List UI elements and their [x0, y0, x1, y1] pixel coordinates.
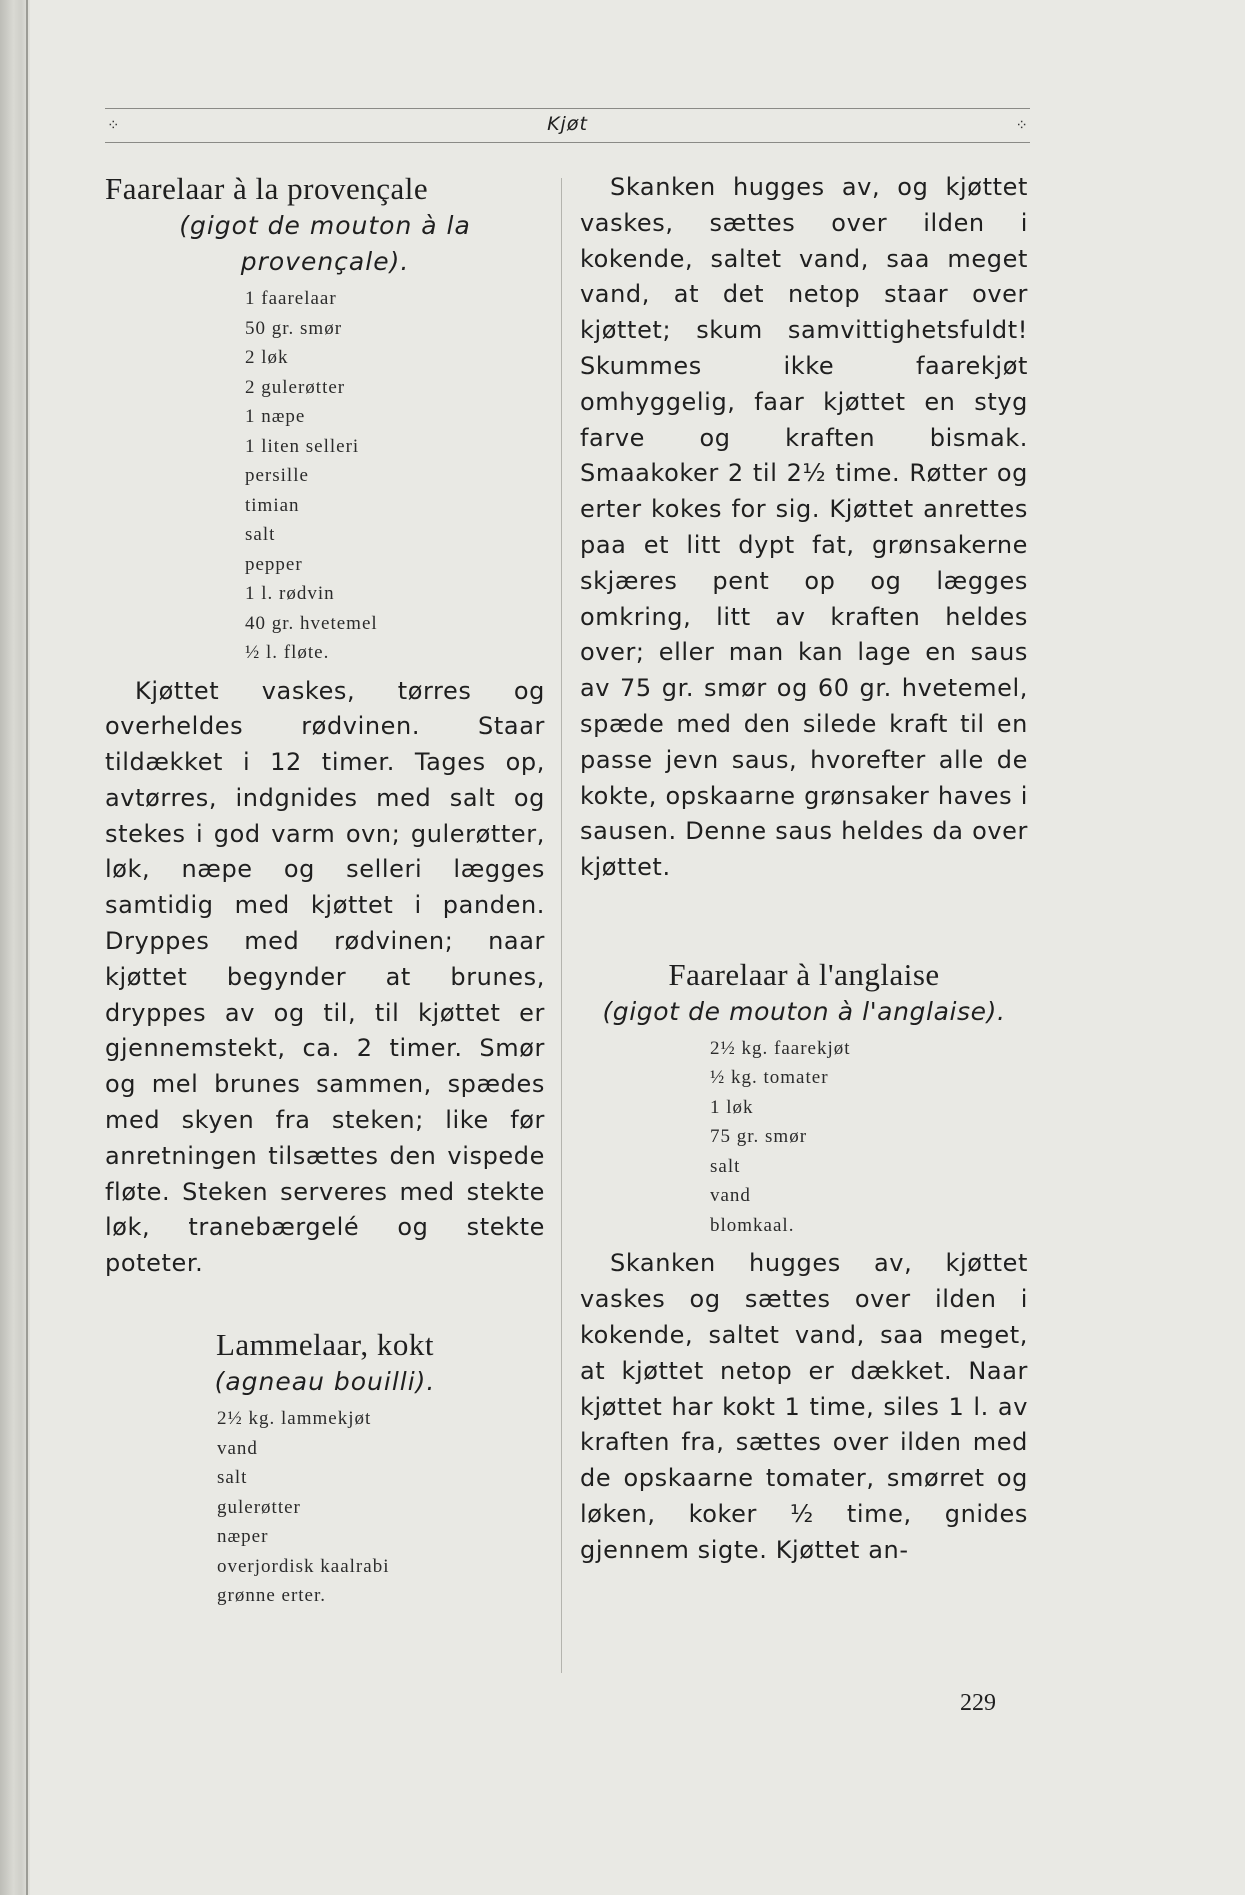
recipe-instructions: Skanken hugges av, kjøttet vaskes og sættes over ilden i kokende, saltet vand, saa meget, at kjøttet netop er dækket. Naar kjøttet har kokt 1 time, siles 1 l. av kraften fra, sættes over ilden med de opskaarne tomater, smørret og løken, koker ½ time, gnides gjennem sigte. Kjøttet an-	[580, 1249, 1028, 1564]
left-column	[105, 170, 545, 1617]
book-spine-edge	[26, 0, 28, 1895]
ingredient-item: 1 næpe	[245, 406, 306, 427]
ingredient-item: blomkaal.	[710, 1214, 795, 1236]
ingredient-item: 2½ kg. lammekjøt	[217, 1408, 372, 1430]
ingredient-item: ½ l. fløte.	[245, 642, 330, 663]
ingredient-item: gulerøtter	[217, 1496, 301, 1518]
ornament-right-icon: ⁘	[1015, 118, 1028, 134]
header-rule-top	[105, 108, 1030, 109]
recipe-title: Faarelaar à l'anglaise	[668, 956, 940, 992]
recipe-title: Faarelaar à la provençale	[105, 171, 429, 206]
column-divider	[561, 178, 562, 1673]
recipe-instructions: Kjøttet vaskes, tørres og overheldes rødvinen. Staar tildækket i 12 timer. Tages op, avtørres, indgnides med salt og stekes i god varm ovn; gulerøtter, løk, næpe og selleri lægges samtidig med kjøttet i panden. Dryppes med rødvinen; naar kjøttet begynder at brunes, dryppes av og til, til kjøttet er gjennemstekt, ca. 2 timer. Smør og mel brunes sammen, spædes med skyen fra steken; like før anretningen tilsættes den vispede fløte. Steken serveres med stekte løk, tranebærgelé og stekte poteter.	[105, 676, 545, 1278]
recipe-instructions: Skanken hugges av, og kjøttet vaskes, sættes over ilden i kokende, saltet vand, saa meget vand, at det netop staar over kjøttet; skum samvittighetsfuldt! Skummes ikke faarekjøt omhyggelig, faar kjøttet en styg farve og kraften bismak. Smaakoker 2 til 2½ time. Røtter og erter kokes for sig. Kjøttet anrettes paa et litt dypt fat, grønsakerne skjæres pent op og lægges omkring, litt av kraften heldes over; eller man kan lage en saus av 75 gr. smør og 60 gr. hvetemel, spæde med den silede kraft til en passe jevn saus, hvorefter alle de kokte, opskaarne grønsaker haves i sausen. Denne saus heldes da over kjøttet.	[580, 173, 1028, 882]
ingredient-list	[217, 1404, 545, 1611]
ingredient-item: salt	[710, 1155, 741, 1177]
page-number: 229	[960, 1690, 996, 1716]
header-rule-bottom	[105, 142, 1030, 143]
ingredient-item: 2 løk	[245, 347, 289, 368]
header-title: Kjøt	[547, 113, 588, 135]
ingredient-item: salt	[245, 524, 276, 545]
ingredient-item: timian	[245, 494, 300, 516]
ingredient-item: vand	[217, 1437, 258, 1459]
recipe-title: Lammelaar, kokt	[215, 1327, 434, 1363]
ingredient-item: 1 løk	[710, 1096, 754, 1118]
recipe-faarelaar-anglaise	[580, 956, 1028, 1569]
ingredient-item: pepper	[245, 553, 303, 575]
ingredient-item: 2½ kg. faarekjøt	[710, 1037, 851, 1059]
ingredient-item: vand	[710, 1185, 751, 1207]
recipe-lammelaar-kokt	[105, 1326, 545, 1611]
ingredient-item: næper	[217, 1526, 269, 1548]
ingredient-item: persille	[245, 465, 309, 486]
ingredient-item: 1 l. rødvin	[245, 583, 335, 604]
right-column	[580, 170, 1028, 1569]
ingredient-item: 50 gr. smør	[245, 317, 343, 339]
ingredient-item: overjordisk kaalrabi	[217, 1555, 390, 1577]
ingredient-item: 1 faarelaar	[245, 288, 337, 309]
ingredient-item: 2 gulerøtter	[245, 376, 346, 398]
ingredient-item: ½ kg. tomater	[710, 1067, 829, 1089]
ingredient-list	[710, 1034, 1028, 1241]
ingredient-item: salt	[217, 1467, 248, 1489]
ingredient-item: 1 liten selleri	[245, 435, 360, 457]
ingredient-item: 75 gr. smør	[710, 1126, 808, 1148]
recipe-subtitle: (agneau bouilli).	[214, 1367, 436, 1397]
recipe-faarelaar-provencale	[105, 170, 545, 1282]
ingredient-item: 40 gr. hvetemel	[245, 612, 378, 634]
ingredient-item: grønne erter.	[217, 1585, 327, 1607]
ingredient-list	[245, 284, 545, 668]
recipe-subtitle: (gigot de mouton à l'anglaise).	[602, 996, 1006, 1026]
recipe-subtitle: (gigot de mouton à la provençale).	[179, 211, 471, 276]
ornament-left-icon: ⁘	[107, 118, 120, 134]
running-header	[105, 104, 1030, 144]
